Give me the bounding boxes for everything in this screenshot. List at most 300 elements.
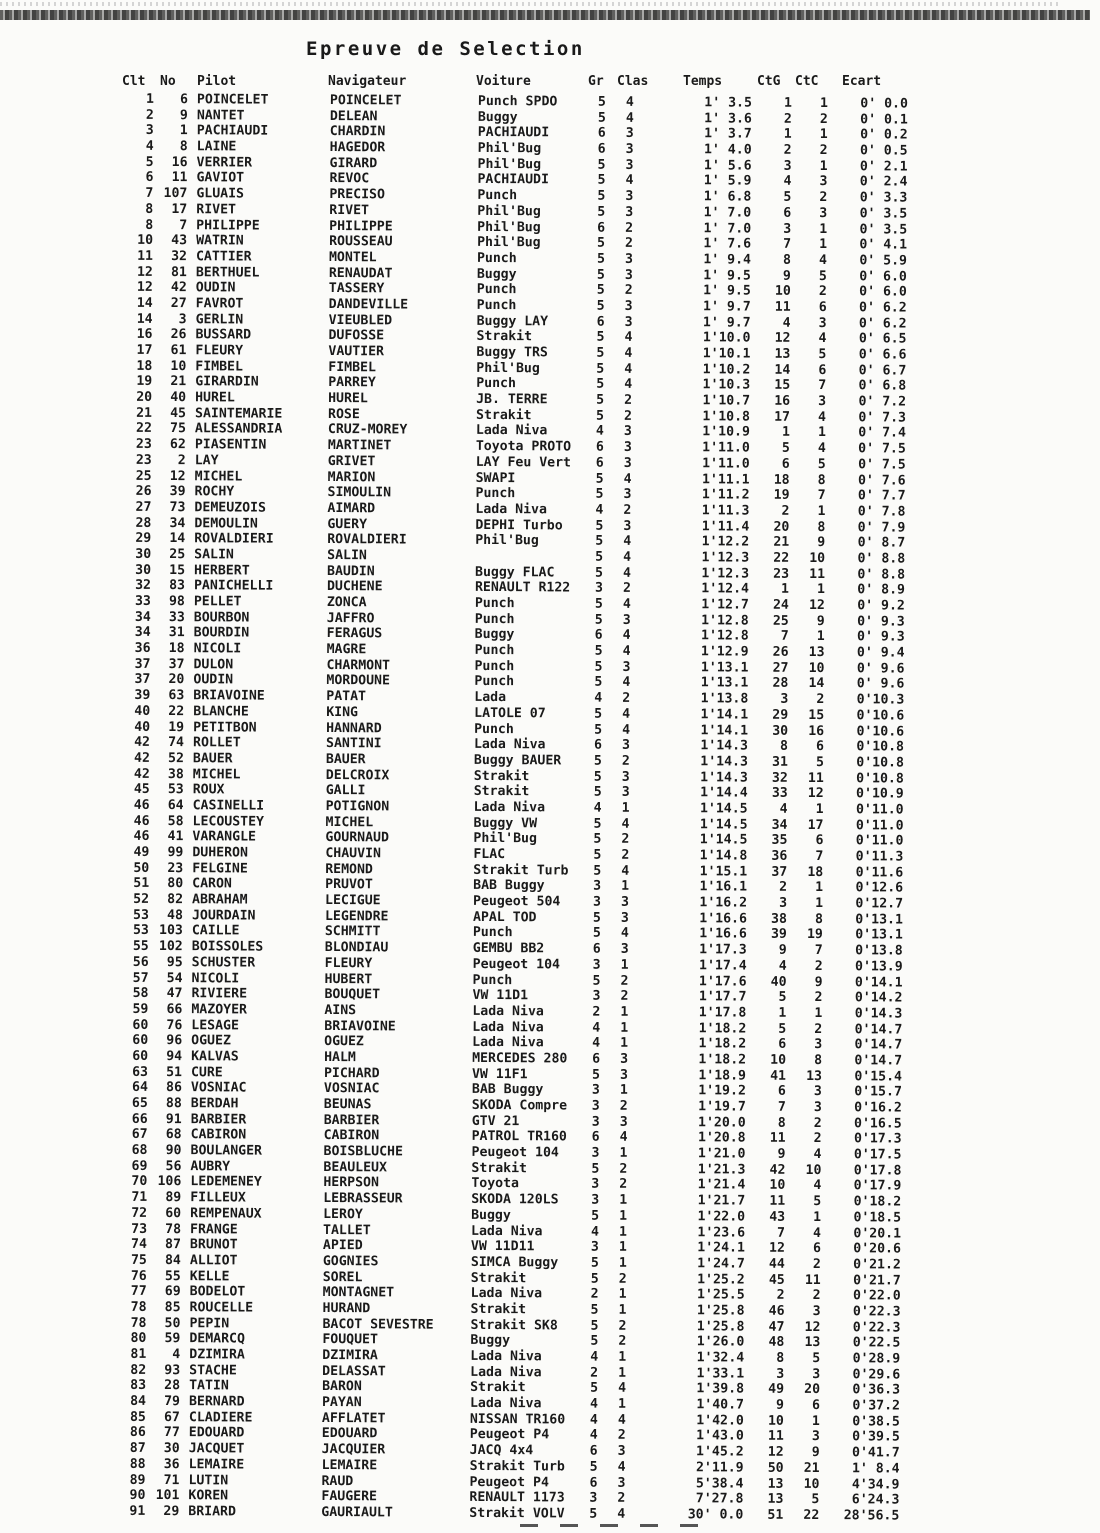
- cell-ecart: 0'11.6: [855, 864, 904, 881]
- cell-ecart: 0' 9.6: [856, 676, 905, 692]
- cell-no: 41: [167, 829, 184, 845]
- cell-gr: 6: [592, 1051, 601, 1067]
- cell-ecart: 0' 0.5: [859, 143, 908, 159]
- cell-ecart: 0'10.8: [856, 770, 904, 787]
- cell-voiture: Lada Niva: [472, 1035, 544, 1051]
- header-navigateur: Navigateur: [328, 74, 407, 89]
- cell-gr: 4: [589, 1412, 598, 1428]
- cell-ctg: 4: [782, 315, 791, 331]
- cell-navigateur: BLONDIAU: [324, 940, 389, 956]
- cell-temps: 1'40.7: [696, 1397, 745, 1413]
- cell-voiture: Strakit: [476, 329, 533, 345]
- cell-no: 102: [158, 939, 183, 955]
- cell-clt: 27: [135, 499, 152, 515]
- cell-clas: 2: [617, 1490, 626, 1507]
- cell-no: 94: [166, 1048, 183, 1065]
- cell-pilot: PETITBON: [193, 719, 257, 736]
- cell-ctc: 7: [814, 943, 823, 959]
- cell-no: 19: [168, 719, 185, 735]
- cell-navigateur: HUBERT: [324, 971, 373, 987]
- cell-voiture: Phil'Bug: [475, 533, 539, 549]
- cell-ctc: 4: [813, 1178, 822, 1194]
- cell-clas: 2: [621, 847, 630, 863]
- cell-ctc: 5: [812, 1350, 821, 1367]
- cell-voiture: Strakit: [473, 768, 530, 784]
- cell-voiture: Lada Niva: [470, 1348, 542, 1365]
- cell-pilot: PELLET: [193, 594, 242, 610]
- cell-pilot: BRIAVOINE: [193, 688, 265, 704]
- cell-voiture: Lada Niva: [470, 1223, 543, 1239]
- cell-voiture: Toyota PROTO: [475, 439, 572, 455]
- cell-no: 61: [170, 343, 187, 359]
- cell-ctc: 6: [816, 739, 825, 755]
- cell-voiture: Lada Niva: [473, 737, 546, 753]
- cell-temps: 1'14.1: [700, 707, 749, 723]
- header-temps: Temps: [683, 74, 723, 89]
- cell-navigateur: LEROY: [323, 1206, 363, 1223]
- cell-ctc: 3: [819, 205, 828, 221]
- cell-gr: 5: [596, 361, 605, 377]
- cell-navigateur: CHARMONT: [326, 657, 391, 674]
- cell-navigateur: BOISBLUCHE: [323, 1144, 403, 1160]
- cell-pilot: GIRARDIN: [195, 374, 259, 390]
- cell-navigateur: BEAULEUX: [323, 1159, 388, 1176]
- cell-clt: 46: [133, 829, 150, 845]
- cell-clas: 4: [625, 173, 634, 189]
- cell-clas: 4: [623, 549, 632, 565]
- cell-temps: 1'16.1: [699, 879, 748, 895]
- cell-no: 43: [171, 233, 188, 249]
- cell-no: 58: [167, 813, 184, 829]
- cell-navigateur: DELASSAT: [322, 1363, 386, 1380]
- cell-gr: 5: [596, 377, 605, 393]
- cell-ctg: 3: [779, 895, 788, 911]
- cell-temps: 1'18.2: [698, 1036, 747, 1052]
- cell-ctg: 1: [781, 425, 790, 441]
- cell-clt: 65: [131, 1095, 148, 1111]
- cell-ecart: 0' 9.4: [856, 645, 905, 661]
- cell-gr: 5: [590, 1333, 599, 1349]
- cell-temps: 1'25.5: [696, 1287, 745, 1303]
- cell-navigateur: JAFFRO: [326, 610, 375, 626]
- cell-pilot: CATTIER: [195, 249, 252, 265]
- cell-temps: 1'24.7: [697, 1256, 745, 1272]
- cell-navigateur: HERPSON: [323, 1175, 379, 1191]
- cell-no: 95: [166, 954, 183, 970]
- cell-ecart: 0' 7.8: [857, 504, 906, 520]
- cell-clas: 2: [623, 408, 633, 424]
- cell-clas: 4: [624, 361, 633, 377]
- cell-no: 106: [157, 1174, 182, 1190]
- cell-gr: 5: [589, 1506, 598, 1522]
- cell-pilot: BOURDIN: [193, 625, 250, 641]
- cell-navigateur: POINCELET: [329, 93, 402, 109]
- cell-gr: 3: [591, 1192, 600, 1208]
- cell-clt: 85: [129, 1409, 146, 1425]
- cell-gr: 5: [590, 1381, 599, 1397]
- cell-voiture: Strakit: [475, 407, 532, 424]
- cell-gr: 5: [595, 471, 604, 487]
- cell-ctc: 3: [811, 1429, 820, 1445]
- cell-pilot: KOREN: [188, 1488, 229, 1504]
- cell-clas: 3: [621, 785, 630, 801]
- cell-temps: 1'24.1: [697, 1240, 745, 1256]
- cell-clt: 82: [130, 1362, 147, 1378]
- cell-ctc: 4: [813, 1147, 822, 1163]
- cell-no: 42: [170, 280, 187, 296]
- cell-no: 50: [164, 1315, 181, 1331]
- cell-pilot: NANTET: [196, 107, 245, 124]
- cell-navigateur: SCHMITT: [324, 924, 381, 940]
- cell-voiture: Punch: [475, 486, 516, 502]
- cell-gr: 5: [590, 1318, 599, 1334]
- cell-gr: 5: [596, 345, 605, 361]
- cell-voiture: Buggy: [474, 627, 515, 643]
- cell-ctc: 13: [806, 1068, 823, 1084]
- cell-clas: 1: [618, 1365, 627, 1381]
- cell-gr: 4: [590, 1349, 599, 1365]
- cell-ctc: 5: [818, 268, 827, 284]
- scan-artifact-band: [0, 10, 1090, 20]
- cell-ctg: 40: [770, 974, 787, 990]
- cell-voiture: LATOLE 07: [474, 705, 546, 722]
- cell-voiture: Buggy FLAC: [475, 564, 555, 581]
- cell-clt: 56: [132, 954, 149, 970]
- cell-clt: 34: [134, 609, 151, 625]
- cell-ctc: 1: [819, 158, 828, 174]
- cell-ctg: 1: [783, 127, 792, 143]
- cell-clt: 11: [137, 248, 154, 264]
- cell-pilot: POINCELET: [196, 92, 269, 108]
- cell-clt: 26: [135, 484, 152, 500]
- cell-navigateur: SIMOULIN: [327, 485, 392, 501]
- cell-ctg: 41: [770, 1068, 787, 1084]
- cell-ecart: 4'34.9: [851, 1476, 900, 1493]
- cell-ctg: 33: [771, 785, 788, 802]
- cell-ctc: 8: [814, 911, 824, 927]
- cell-clt: 67: [131, 1127, 148, 1143]
- cell-clt: 17: [136, 342, 153, 358]
- cell-temps: 1'14.3: [700, 769, 748, 786]
- cell-clt: 73: [131, 1221, 148, 1237]
- cell-clt: 58: [132, 986, 149, 1002]
- cell-temps: 1'25.8: [696, 1318, 745, 1335]
- cell-gr: 3: [593, 879, 602, 895]
- header-no: No: [160, 74, 176, 89]
- cell-gr: 5: [594, 659, 603, 675]
- cell-ecart: 0' 0.1: [860, 111, 908, 128]
- cell-clt: 8: [145, 201, 154, 217]
- cell-ctc: 2: [819, 143, 828, 159]
- cell-gr: 3: [594, 580, 603, 597]
- cell-ctc: 20: [804, 1382, 821, 1398]
- cell-clt: 60: [132, 1048, 149, 1064]
- cell-gr: 5: [597, 235, 606, 251]
- cell-ctg: 2: [781, 503, 790, 519]
- cell-clas: 3: [625, 204, 634, 220]
- cell-gr: 5: [595, 408, 605, 424]
- cell-ecart: 0'21.7: [853, 1272, 901, 1289]
- cell-no: 52: [167, 750, 184, 767]
- cell-voiture: Punch: [472, 972, 513, 988]
- cell-temps: 1'10.0: [702, 330, 751, 346]
- cell-temps: 1'14.3: [700, 754, 748, 770]
- cell-pilot: OGUEZ: [191, 1033, 231, 1049]
- cell-ctg: 51: [767, 1507, 784, 1523]
- cell-gr: 3: [589, 1490, 598, 1506]
- cell-gr: 6: [597, 126, 606, 142]
- cell-ctg: 5: [778, 1021, 787, 1037]
- cell-ctc: 7: [817, 488, 826, 504]
- cell-ecart: 0' 3.3: [859, 190, 908, 206]
- cell-no: 86: [165, 1080, 182, 1096]
- cell-clt: 42: [133, 750, 150, 766]
- cell-clas: 1: [620, 1036, 629, 1052]
- cell-navigateur: MICHEL: [325, 814, 374, 830]
- cell-voiture: SKODA 120LS: [471, 1192, 559, 1208]
- cell-clt: 42: [134, 735, 151, 751]
- cell-no: 82: [167, 892, 184, 908]
- cell-navigateur: MONTEL: [328, 249, 377, 266]
- cell-navigateur: ROSE: [327, 406, 360, 422]
- cell-no: 88: [165, 1096, 182, 1112]
- cell-clt: 76: [130, 1268, 147, 1284]
- cell-clt: 16: [136, 327, 153, 343]
- cell-clt: 72: [131, 1205, 148, 1221]
- cell-ctg: 8: [780, 738, 789, 755]
- cell-no: 77: [163, 1425, 180, 1441]
- cell-ctc: 11: [804, 1272, 821, 1288]
- cell-pilot: BOISSOLES: [191, 939, 264, 955]
- cell-clt: 14: [136, 311, 153, 327]
- cell-pilot: DZIMIRA: [189, 1347, 245, 1363]
- cell-ctc: 3: [812, 1303, 821, 1319]
- cell-ctc: 11: [807, 770, 824, 786]
- cell-clt: 14: [136, 295, 153, 311]
- cell-gr: 5: [595, 565, 604, 581]
- cell-gr: 6: [594, 628, 603, 644]
- cell-clas: 3: [617, 1475, 626, 1491]
- cell-clt: 53: [132, 923, 149, 939]
- cell-clt: 68: [131, 1142, 148, 1158]
- cell-ctg: 10: [769, 1178, 786, 1194]
- cell-voiture: Strakit Turb: [473, 862, 569, 879]
- cell-ctg: 7: [777, 1099, 786, 1115]
- cell-navigateur: LECIGUE: [325, 893, 381, 909]
- cell-temps: 1'12.2: [701, 534, 750, 550]
- cell-clt: 88: [129, 1456, 146, 1472]
- cell-gr: 6: [591, 1130, 600, 1146]
- cell-ctg: 26: [772, 644, 789, 660]
- cell-voiture: PACHIAUDI: [477, 172, 549, 188]
- cell-voiture: Strakit: [470, 1301, 527, 1318]
- cell-temps: 1' 4.0: [703, 142, 752, 158]
- cell-ctc: 7: [815, 848, 824, 865]
- cell-gr: 4: [589, 1396, 598, 1412]
- cell-no: 39: [169, 484, 186, 500]
- cell-temps: 1'10.8: [702, 409, 751, 425]
- cell-ctg: 4: [783, 174, 792, 190]
- cell-clas: 2: [624, 392, 633, 408]
- cell-ecart: 0'18.5: [853, 1210, 902, 1226]
- cell-ecart: 0'13.8: [855, 943, 903, 959]
- cell-pilot: BOURBON: [193, 609, 250, 626]
- cell-voiture: Peugeot P4: [469, 1474, 549, 1490]
- cell-gr: 5: [596, 298, 605, 314]
- cell-ctc: 5: [818, 347, 827, 363]
- cell-navigateur: AFFLATET: [321, 1410, 386, 1427]
- cell-no: 6: [179, 92, 188, 108]
- cell-navigateur: SALIN: [327, 547, 367, 564]
- cell-pilot: JOURDAIN: [191, 907, 256, 924]
- cell-navigateur: BOUQUET: [324, 987, 381, 1003]
- cell-temps: 1'14.5: [699, 832, 748, 848]
- cell-navigateur: POTIGNON: [325, 798, 390, 815]
- cell-clas: 3: [623, 487, 632, 503]
- cell-gr: 6: [596, 314, 605, 330]
- cell-ctc: 1: [819, 127, 828, 143]
- cell-temps: 1'11.4: [701, 518, 750, 535]
- cell-navigateur: FAUGERE: [321, 1489, 378, 1505]
- cell-ecart: 0'12.6: [855, 880, 904, 896]
- cell-temps: 1'18.9: [698, 1067, 747, 1084]
- cell-temps: 1'21.3: [697, 1162, 746, 1178]
- cell-clt: 33: [134, 593, 151, 609]
- cell-clt: 55: [132, 938, 149, 955]
- cell-clt: 34: [134, 625, 151, 641]
- cell-temps: 1' 7.6: [703, 236, 752, 252]
- cell-no: 78: [165, 1221, 182, 1237]
- cell-ctc: 2: [818, 284, 827, 300]
- cell-ctc: 1: [816, 629, 825, 645]
- cell-no: 15: [169, 562, 186, 578]
- cell-ecart: 0'10.6: [856, 723, 905, 740]
- cell-no: 89: [165, 1190, 182, 1206]
- cell-navigateur: LEGENDRE: [324, 908, 389, 925]
- cell-temps: 1' 3.6: [704, 110, 752, 127]
- cell-ecart: 0' 3.5: [859, 221, 908, 238]
- cell-pilot: BERNARD: [188, 1394, 245, 1410]
- cell-ctc: 2: [812, 1256, 821, 1272]
- cell-ctc: 3: [819, 174, 828, 190]
- cell-pilot: SALIN: [194, 547, 234, 563]
- cell-clt: 18: [136, 358, 153, 374]
- cell-ecart: 0'11.0: [855, 833, 904, 849]
- cell-ecart: 0'22.3: [852, 1304, 901, 1320]
- cell-ecart: 0' 6.0: [859, 284, 907, 300]
- cell-pilot: BERDAH: [190, 1096, 239, 1112]
- scan-artifact-top: [0, 2, 1060, 6]
- cell-gr: 5: [590, 1302, 599, 1318]
- cell-navigateur: PHILIPPE: [329, 218, 393, 234]
- cell-clt: 83: [130, 1378, 147, 1394]
- cell-ctg: 2: [779, 880, 788, 896]
- cell-voiture: RENAULT 1173: [469, 1490, 565, 1506]
- cell-temps: 1'13.8: [700, 691, 749, 707]
- cell-clt: 63: [132, 1064, 149, 1080]
- cell-ctg: 13: [774, 346, 791, 362]
- cell-clas: 4: [622, 643, 631, 659]
- cell-voiture: Lada Niva: [475, 423, 548, 439]
- cell-ctg: 8: [776, 1350, 785, 1366]
- cell-no: 80: [167, 876, 184, 892]
- cell-clt: 30: [135, 546, 152, 562]
- cell-voiture: Buggy: [477, 109, 518, 125]
- cell-voiture: Strakit: [473, 784, 530, 800]
- cell-clas: 3: [623, 455, 632, 471]
- cell-clas: 4: [617, 1412, 626, 1428]
- cell-voiture: Buggy VW: [473, 815, 538, 831]
- cell-no: 68: [165, 1127, 182, 1143]
- cell-navigateur: DELCROIX: [325, 767, 390, 783]
- cell-no: 45: [170, 405, 187, 421]
- cell-ecart: 0'10.3: [856, 692, 905, 708]
- cell-no: 25: [169, 546, 186, 563]
- cell-gr: 5: [594, 706, 603, 722]
- cell-no: 87: [165, 1237, 182, 1253]
- cell-pilot: DEMEUZOIS: [194, 500, 266, 516]
- cell-navigateur: FERAGUS: [326, 626, 383, 642]
- cell-gr: 5: [593, 863, 602, 879]
- cell-no: 55: [164, 1268, 181, 1284]
- cell-navigateur: GOGNIES: [322, 1253, 379, 1270]
- cell-voiture: VW 11D1: [472, 988, 529, 1004]
- cell-gr: 5: [594, 596, 603, 612]
- cell-clas: 4: [617, 1506, 626, 1522]
- cell-navigateur: RIVET: [329, 202, 370, 219]
- cell-gr: 5: [594, 612, 603, 628]
- cell-pilot: LAY: [194, 453, 219, 469]
- cell-clas: 4: [623, 565, 632, 581]
- cell-voiture: Punch: [477, 188, 518, 204]
- cell-gr: 5: [596, 392, 605, 408]
- cell-clas: 3: [623, 439, 632, 455]
- cell-temps: 1'25.2: [697, 1271, 745, 1288]
- cell-pilot: FRANGE: [190, 1221, 238, 1237]
- cell-ecart: 0'18.2: [853, 1194, 902, 1210]
- cell-ecart: 0' 8.8: [857, 566, 906, 583]
- cell-clas: 3: [620, 1051, 629, 1067]
- cell-navigateur: DUCHENE: [326, 579, 383, 595]
- cell-ecart: 0'16.2: [854, 1100, 902, 1116]
- cell-gr: 3: [590, 1239, 599, 1255]
- cell-no: 7: [179, 217, 188, 233]
- cell-no: 26: [170, 327, 187, 343]
- cell-ctc: 4: [818, 331, 827, 347]
- cell-ecart: 0' 6.7: [858, 362, 907, 379]
- cell-temps: 1'10.1: [702, 346, 751, 362]
- cell-navigateur: TASSERY: [328, 281, 385, 297]
- cell-voiture: Punch: [476, 282, 517, 298]
- cell-navigateur: AINS: [324, 1002, 357, 1019]
- cell-ctc: 6: [811, 1398, 821, 1414]
- cell-voiture: Punch: [474, 611, 515, 627]
- cell-clas: 3: [621, 737, 631, 754]
- cell-ctg: 8: [782, 252, 792, 268]
- cell-pilot: PACHIAUDI: [196, 123, 269, 140]
- cell-ctc: 3: [818, 315, 827, 331]
- cell-clas: 4: [623, 471, 632, 487]
- cell-voiture: Punch: [474, 674, 515, 690]
- cell-temps: 1'19.7: [698, 1099, 746, 1115]
- cell-ecart: 0'14.2: [854, 990, 903, 1006]
- cell-voiture: Peugeot 104: [471, 1144, 559, 1161]
- cell-temps: 1'21.7: [697, 1193, 746, 1209]
- cell-gr: 5: [593, 831, 602, 847]
- cell-ctg: 3: [783, 158, 792, 174]
- cell-gr: 5: [594, 722, 603, 738]
- cell-clas: 3: [624, 314, 633, 330]
